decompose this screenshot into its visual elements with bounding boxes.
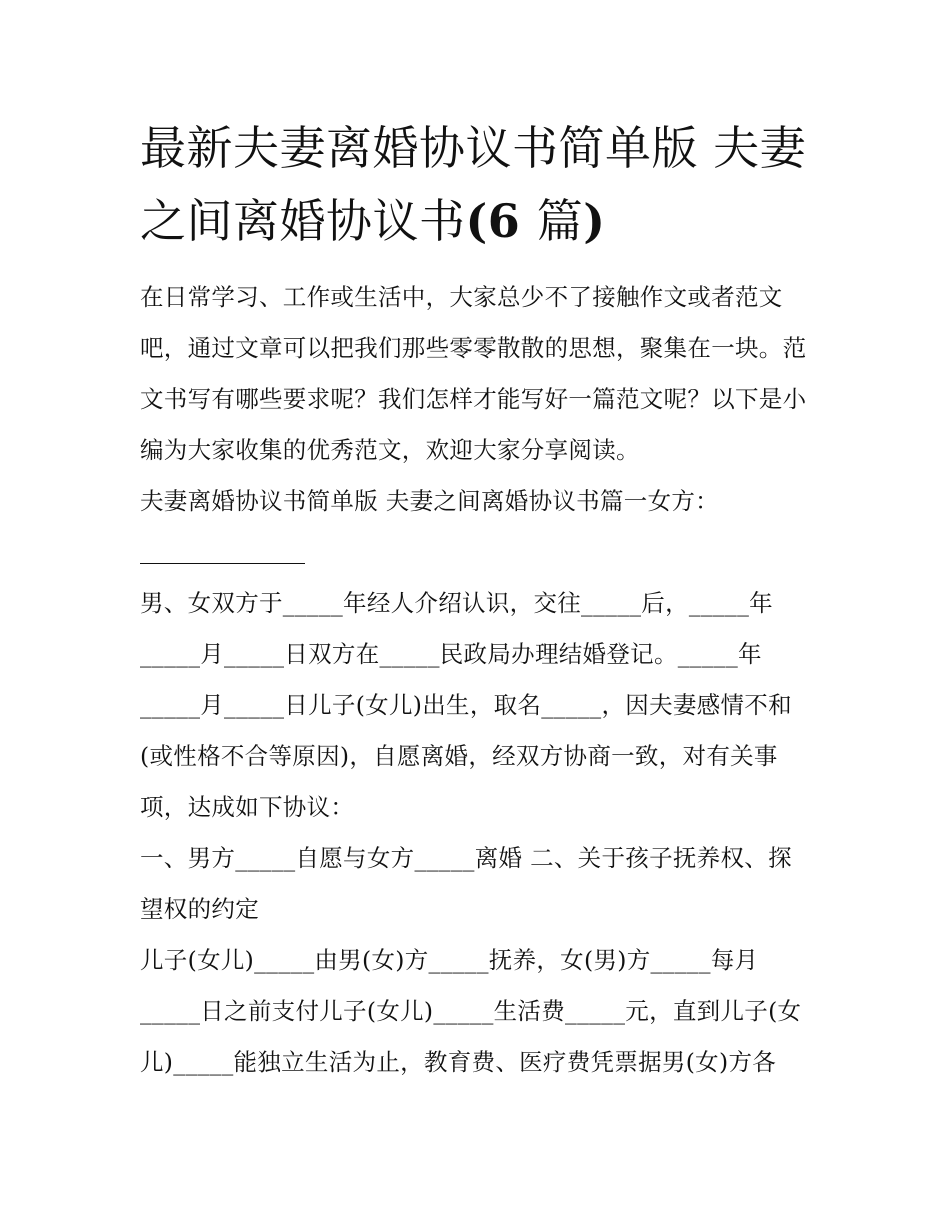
section-heading: 夫妻离婚协议书简单版 夫妻之间离婚协议书篇一女方： — [140, 487, 719, 515]
paragraph-clause-one: 一、男方_____自愿与女方_____离婚 二、关于孩子抚养权、探望权的约定 — [140, 844, 792, 923]
document-title — [140, 112, 814, 258]
title-main: 最新夫妻离婚协议书简单版 夫妻之间离婚协议书 — [140, 121, 807, 248]
title-count: (6 篇) — [465, 194, 606, 248]
paragraph-marriage-info: 男、女双方于_____年经人介绍认识，交往_____后，_____年_____月_____日双方在_____民政局办理结婚登记。_____年_____月_____日儿子(女儿)出生，取名_____，因夫妻感情不和(或性格不合等原因)，自愿离婚，经双方协商一致，对有关事项，达成如下协议： — [140, 589, 792, 821]
paragraph-custody: 儿子(女儿)_____由男(女)方_____抚养，女(男)方_____每月_____日之前支付儿子(女儿)_____生活费_____元，直到儿子(女儿)_____能独立生活为止，教育费、医疗费凭票据男(女)方各 — [140, 946, 802, 1076]
blank-line — [140, 527, 814, 578]
intro-paragraph: 在日常学习、工作或生活中，大家总少不了接触作文或者范文吧，通过文章可以把我们那些零零散散的思想，聚集在一块。范文书写有哪些要求呢？我们怎样才能写好一篇范文呢？以下是小编为大家收集的优秀范文，欢迎大家分享阅读。 — [140, 283, 807, 464]
